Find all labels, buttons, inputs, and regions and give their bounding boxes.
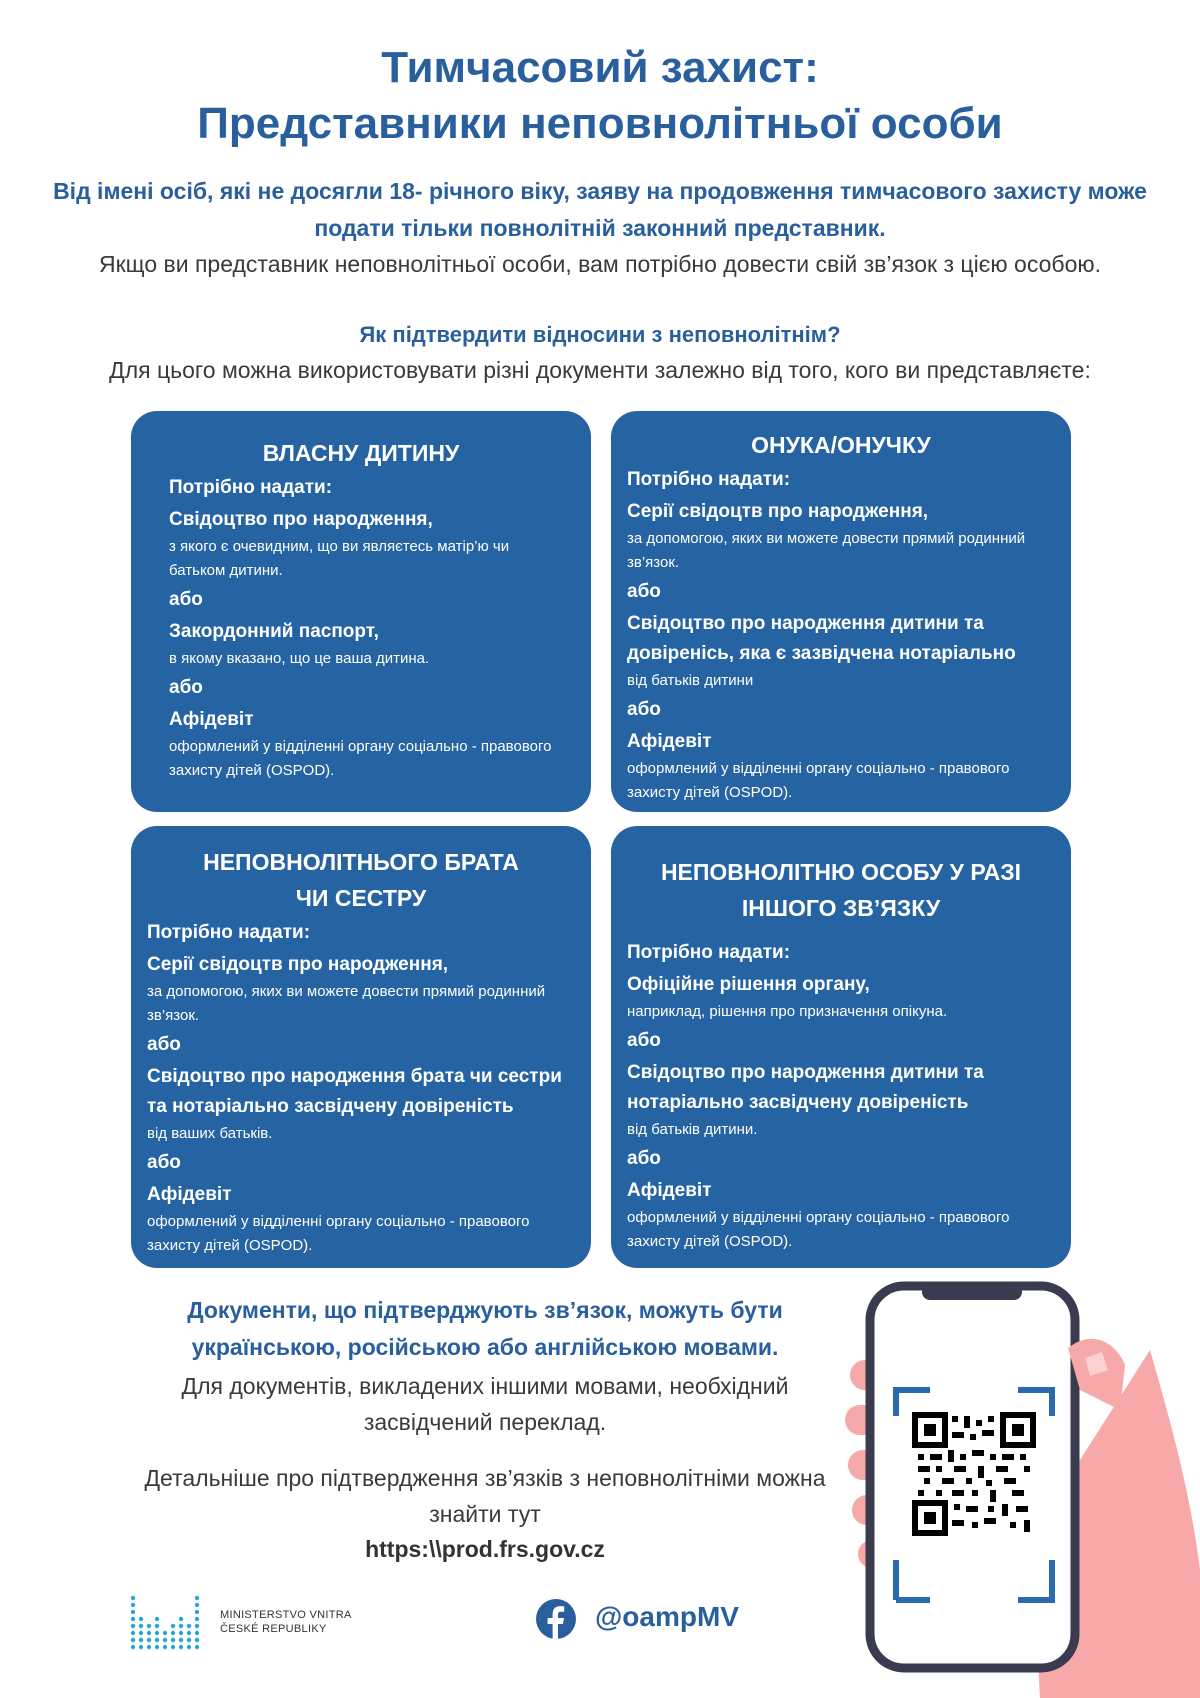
card-title: ВЛАСНУ ДИТИНУ (262, 440, 460, 466)
logo-dot (195, 1610, 199, 1614)
logo-dot (179, 1617, 183, 1621)
card-or-label: або (627, 1030, 661, 1051)
logo-dot (131, 1603, 135, 1607)
more-info-text: Детальніше про підтвердження зв’язків з неповнолітніми можна знайти тут (144, 1465, 826, 1527)
more-info-link[interactable]: https:\\prod.frs.gov.cz (365, 1536, 605, 1562)
logo-dot (187, 1624, 191, 1628)
card-need-label: Потрібно надати: (627, 942, 791, 963)
card-title-line: ЧИ СЕСТРУ (295, 885, 427, 911)
card-doc: Серії свідоцтв про народження, (147, 954, 449, 975)
card-doc: Свідоцтво про народження брата чи сестри та нотаріально засвідчену довіреність (147, 1066, 562, 1117)
logo-dot (187, 1645, 191, 1649)
card-doc: Серії свідоцтв про народження, (627, 501, 929, 522)
logo-dot (139, 1638, 143, 1642)
logo-dot (179, 1624, 183, 1628)
logo-dot (195, 1624, 199, 1628)
logo-dot (171, 1624, 175, 1628)
page-title (0, 40, 1200, 152)
question-subtitle: Для цього можна використовувати різні документи залежно від того, кого ви представляєте: (109, 357, 1091, 383)
logo-dot (139, 1631, 143, 1635)
logo-dot (195, 1645, 199, 1649)
card-doc: Закордонний паспорт, (169, 621, 379, 642)
title-line-2: Представники неповнолітньої особи (197, 99, 1003, 148)
card-sibling (131, 826, 591, 1268)
card-title-line: НЕПОВНОЛІТНЬОГО БРАТА (203, 849, 519, 875)
logo-dot (195, 1603, 199, 1607)
card-doc: Афідевіт (627, 1180, 712, 1201)
logo-dot (131, 1624, 135, 1628)
logo-dot (195, 1617, 199, 1621)
card-doc: Афідевіт (147, 1184, 232, 1205)
card-grandchild (611, 411, 1071, 812)
card-title (627, 854, 1055, 926)
logo-dot (139, 1624, 143, 1628)
title-line-1: Тимчасовий захист: (381, 43, 819, 92)
logo-dot (155, 1624, 159, 1628)
card-doc: Свідоцтво про народження, (169, 509, 433, 530)
logo-dot (131, 1617, 135, 1621)
languages-note-plain: Для документів, викладених іншими мовами, необхідний засвідчений переклад. (181, 1373, 789, 1435)
phone-qr-illustration (840, 1270, 1200, 1698)
logo-dot (187, 1638, 191, 1642)
card-title: ОНУКА/ОНУЧКУ (751, 432, 931, 458)
logo-dot (163, 1645, 167, 1649)
card-or-label: або (147, 1034, 181, 1055)
logo-dot (155, 1638, 159, 1642)
card-need-label: Потрібно надати: (169, 477, 333, 498)
card-doc: Офіційне рішення органу, (627, 974, 870, 995)
card-doc-description: наприклад, рішення про призначення опікуна. (627, 1003, 948, 1020)
phone-notch (922, 1284, 1022, 1300)
card-doc-description: з якого є очевидним, що ви являєтесь матір’ю чи батьком дитини. (169, 538, 510, 579)
ministry-name (220, 1608, 352, 1636)
card-doc: Афідевіт (169, 709, 254, 730)
card-or-label: або (169, 589, 203, 610)
card-title-line: ІНШОГО ЗВ’ЯЗКУ (741, 895, 941, 921)
card-doc: Свідоцтво про народження дитини та довіренісь, яка є зазвідчена нотаріально (627, 613, 1016, 664)
logo-dot (187, 1631, 191, 1635)
logo-dot (179, 1631, 183, 1635)
card-doc-description: за допомогою, яких ви можете довести прямий родинний зв’язок. (627, 530, 1026, 571)
card-or-label: або (627, 1148, 661, 1169)
logo-dot (131, 1638, 135, 1642)
ministry-name-line-2: ČESKÉ REPUBLIKY (220, 1623, 327, 1635)
logo-dot (195, 1638, 199, 1642)
logo-dot (171, 1645, 175, 1649)
card-or-label: або (169, 677, 203, 698)
logo-dot (131, 1596, 135, 1600)
card-title (147, 844, 575, 916)
intro-bold-text: Від імені осіб, які не досягли 18- річного віку, заяву на продовження тимчасового захисту може подати тільки повнолітній законний представник. (53, 178, 1147, 241)
logo-dot (155, 1617, 159, 1621)
card-doc-description: оформлений у відділенні органу соціально - правового захисту дітей (OSPOD). (627, 1209, 1010, 1250)
logo-dot (147, 1638, 151, 1642)
card-doc-description: оформлений у відділенні органу соціально - правового захисту дітей (OSPOD). (169, 738, 552, 779)
logo-dot (195, 1631, 199, 1635)
card-doc-description: оформлений у відділенні органу соціально - правового захисту дітей (OSPOD). (627, 760, 1010, 801)
card-doc: Афідевіт (627, 731, 712, 752)
card-or-label: або (627, 581, 661, 602)
languages-note-bold: Документи, що підтверджують зв’язок, можуть бути українською, російською або англійською мовами. (187, 1297, 783, 1360)
card-doc-description: від батьків дитини (627, 672, 754, 689)
logo-dot (147, 1645, 151, 1649)
card-title-line: НЕПОВНОЛІТНЮ ОСОБУ У РАЗІ (660, 859, 1022, 885)
card-other-relationship (611, 826, 1071, 1268)
ministry-name-line-1: MINISTERSTVO VNITRA (220, 1609, 352, 1621)
facebook-icon[interactable] (536, 1599, 576, 1639)
logo-dot (139, 1645, 143, 1649)
card-doc-description: від батьків дитини. (627, 1121, 758, 1138)
card-doc-description: в якому вказано, що це ваша дитина. (169, 650, 430, 667)
logo-dot (131, 1645, 135, 1649)
social-handle[interactable]: @oampMV (595, 1601, 739, 1632)
logo-dot (171, 1631, 175, 1635)
logo-dot (163, 1631, 167, 1635)
qr-code-icon (913, 1413, 1035, 1535)
card-doc-description: оформлений у відділенні органу соціально - правового захисту дітей (OSPOD). (147, 1213, 530, 1254)
card-own-child (131, 411, 591, 812)
logo-dot (163, 1638, 167, 1642)
logo-dot (195, 1596, 199, 1600)
card-doc-description: за допомогою, яких ви можете довести прямий родинний зв’язок. (147, 983, 546, 1024)
card-need-label: Потрібно надати: (627, 469, 791, 490)
card-need-label: Потрібно надати: (147, 922, 311, 943)
logo-dot (139, 1617, 143, 1621)
logo-dot (131, 1610, 135, 1614)
card-doc: Свідоцтво про народження дитини та нотаріально засвідчену довіреність (627, 1062, 984, 1113)
question-title: Як підтвердити відносини з неповнолітнім? (359, 322, 841, 347)
logo-dot (147, 1624, 151, 1628)
logo-dot (179, 1645, 183, 1649)
logo-dot (155, 1645, 159, 1649)
intro-plain-text: Якщо ви представник неповнолітньої особи, вам потрібно довести свій зв’язок з цією особою. (98, 251, 1102, 277)
card-or-label: або (147, 1152, 181, 1173)
logo-dot (155, 1631, 159, 1635)
card-doc-description: від ваших батьків. (147, 1125, 273, 1142)
logo-dot (171, 1638, 175, 1642)
logo-dot (131, 1631, 135, 1635)
card-or-label: або (627, 699, 661, 720)
logo-dot (147, 1631, 151, 1635)
logo-dot (179, 1638, 183, 1642)
